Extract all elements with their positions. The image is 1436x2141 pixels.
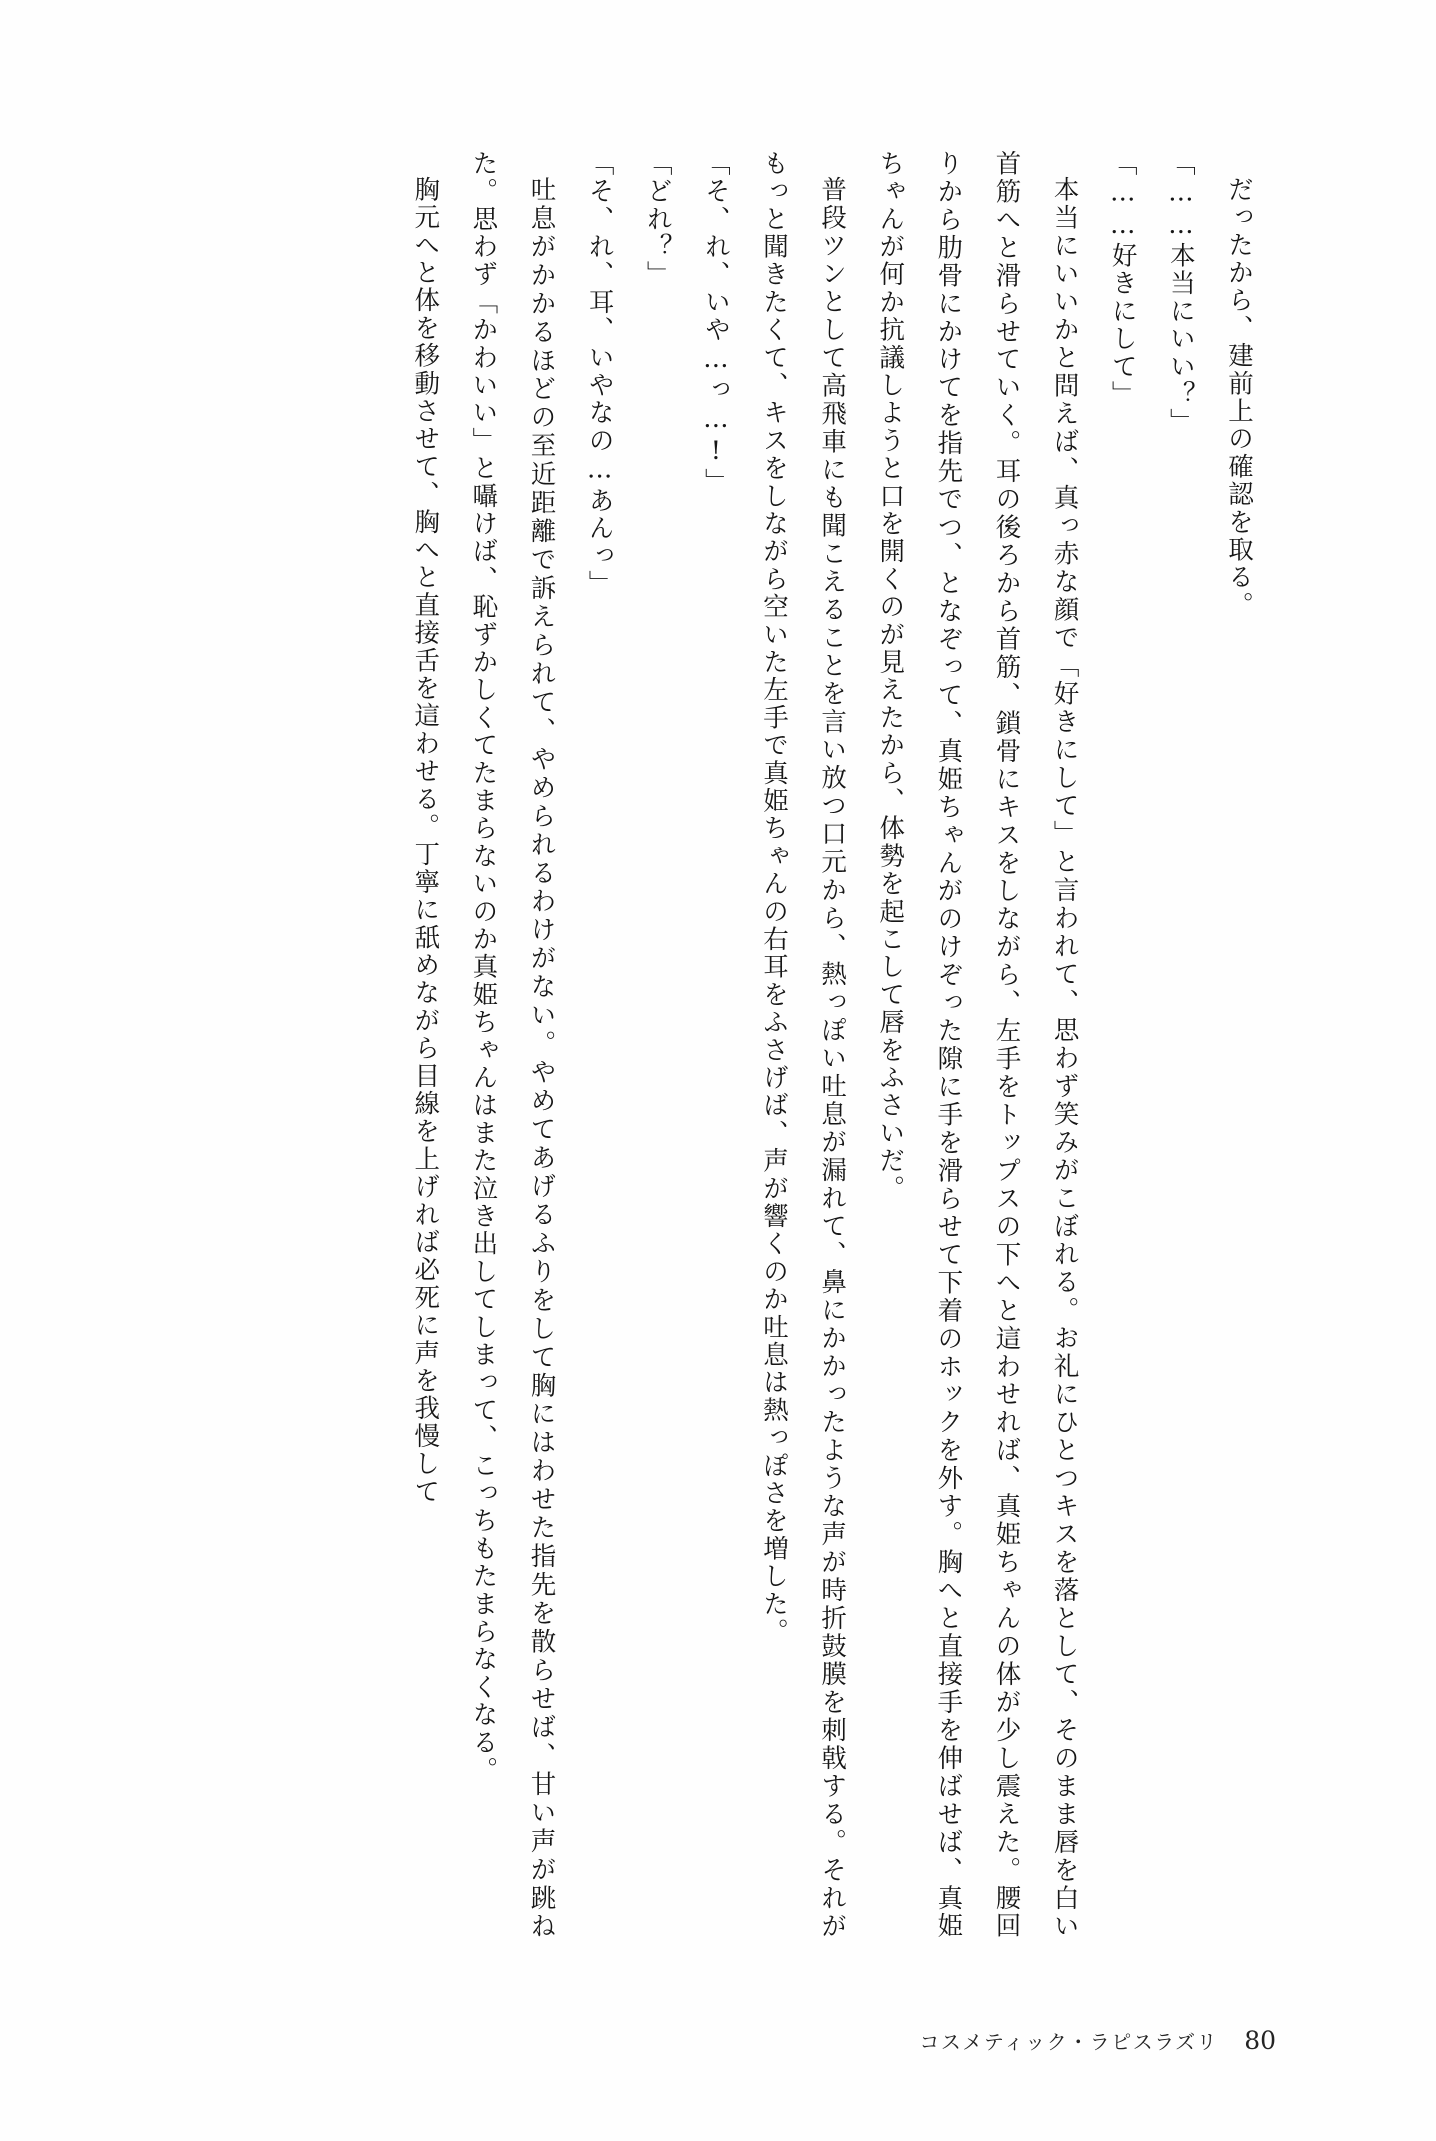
page-footer	[919, 2026, 1276, 2055]
paragraph-quote: 「……本当にいい？」	[1165, 150, 1196, 436]
paragraph: だったから、建前上の確認を取る。	[1224, 175, 1254, 619]
paragraph: 普段ツンとして高飛車にも聞こえることを言い放つ口元から、熱っぽい吐息が漏れて、鼻にかかったような声が時折鼓膜を刺戟する。それがもっと聞きたくて、キスをしながら空いた左手で真姫ちゃんの右耳をふさげば、声が響くのか吐息は熱っぽさを増した。	[759, 150, 848, 1940]
paragraph: 吐息がかかるほどの至近距離で訴えられて、やめられるわけがない。やめてあげるふりをして胸にはわせた指先を散らせば、甘い声が跳ねた。思わず「かわいい」と囁けば、恥ずかしくてたまらないのか真姫ちゃんはまた泣き出してしまって、こっちもたまらなくなる。	[468, 150, 557, 1940]
paragraph-quote: 「そ、れ、いや…っ…!」	[700, 150, 731, 496]
book-title: コスメティック・ラピスラズリ	[919, 2030, 1219, 2054]
paragraph-quote: 「どれ？」	[642, 150, 673, 289]
body-text	[168, 150, 1268, 1940]
paragraph-quote: 「そ、れ、耳、いやなの…あんっ」	[584, 150, 615, 598]
paragraph: 胸元へと体を移動させて、胸へと直接舌を這わせる。丁寧に舐めながら目線を上げれば必死に声を我慢して	[410, 175, 441, 1506]
paragraph: 本当にいいかと問えば、真っ赤な顔で「好きにして」と言われて、思わず笑みがこぼれる。お礼にひとつキスを落として、そのまま唇を白い首筋へと滑らせていく。耳の後ろから首筋、鎖骨にキスをしながら、左手をトップスの下へと這わせれば、真姫ちゃんの体が少し震えた。腰回りから肋骨にかけてを指先でつ、となぞって、真姫ちゃんがのけぞった隙に手を滑らせて下着のホックを外す。胸へと直接手を伸ばせば、真姫ちゃんが何か抗議しようと口を開くのが見えたから、体勢を起こして唇をふさいだ。	[875, 150, 1080, 1940]
page-number: 80	[1244, 2026, 1276, 2055]
paragraph-quote: 「……好きにして」	[1107, 150, 1138, 409]
